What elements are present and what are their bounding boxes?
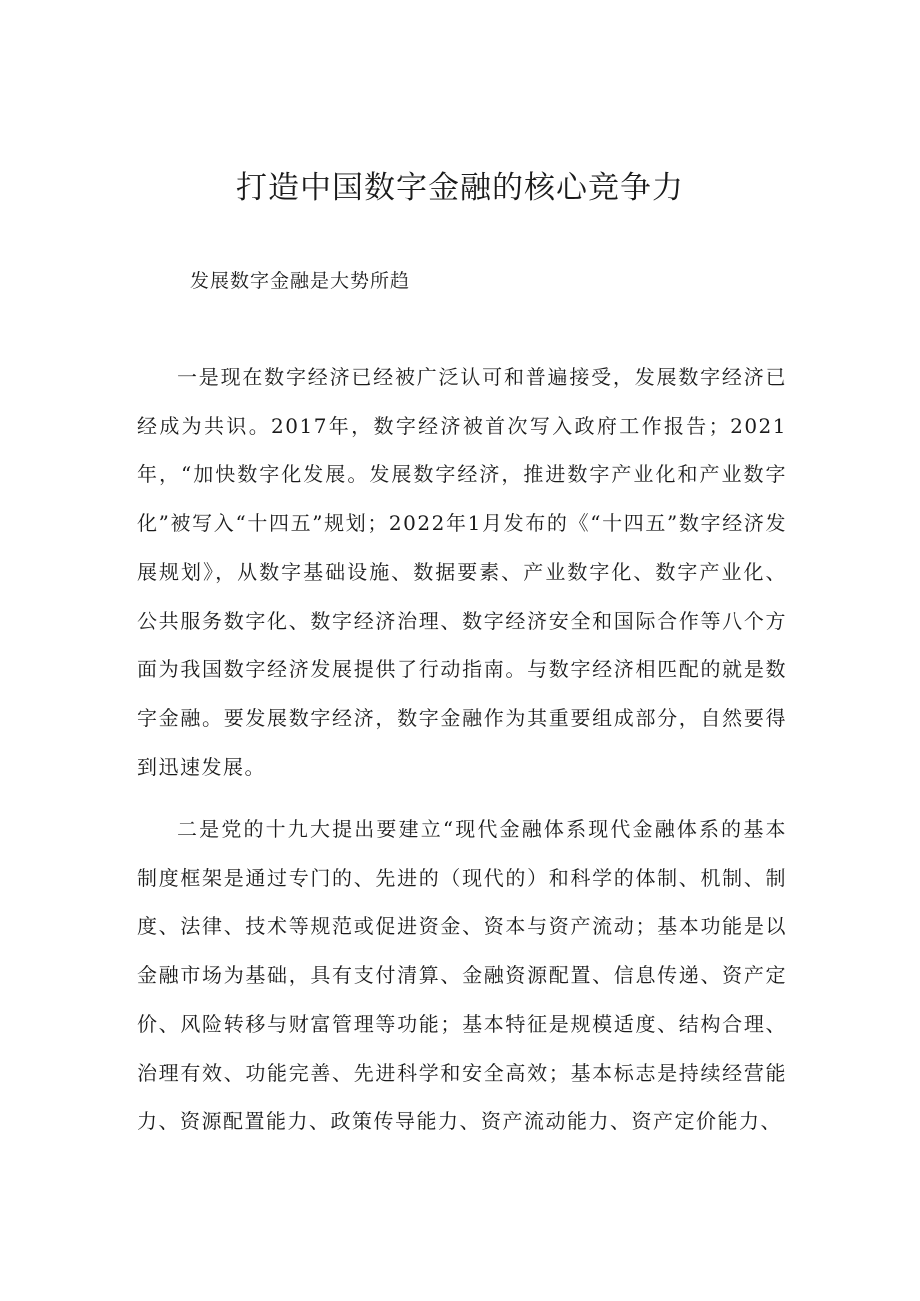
document-title: 打造中国数字金融的核心竞争力 [236, 170, 684, 206]
paragraph-2: 二是党的十九大提出要建立“现代金融体系现代金融体系的基本制度框架是通过专门的、先进的（现代的）和科学的体制、机制、制度、法律、技术等规范或促进资金、资本与资产流动；基本功能是以金融市场为基础，具有支付清算、金融资源配置、信息传递、资产定价、风险转移与财富管理等功能；基本特征是规模适度、结构合理、治理有效、功能完善、先进科学和安全高效；基本标志是持续经营能力、资源配置能力、政策传导能力、资产流动能力、资产定价能力、 [137, 817, 787, 1134]
section-subtitle: 发展数字金融是大势所趋 [190, 270, 411, 292]
paragraph-1: 一是现在数字经济已经被广泛认可和普遍接受，发展数字经济已经成为共识。2017年，数字经济被首次写入政府工作报告；2021年，“加快数字化发展。发展数字经济，推进数字产业化和产业数字化”被写入“十四五”规划；2022年1月发布的《“十四五”数字经济发展规划》，从数字基础设施、数据要素、产业数字化、数字产业化、公共服务数字化、数字经济治理、数字经济安全和国际合作等八个方面为我国数字经济发展提供了行动指南。与数字经济相匹配的就是数字金融。要发展数字经济，数字金融作为其重要组成部分，自然要得到迅速发展。 [137, 365, 787, 779]
